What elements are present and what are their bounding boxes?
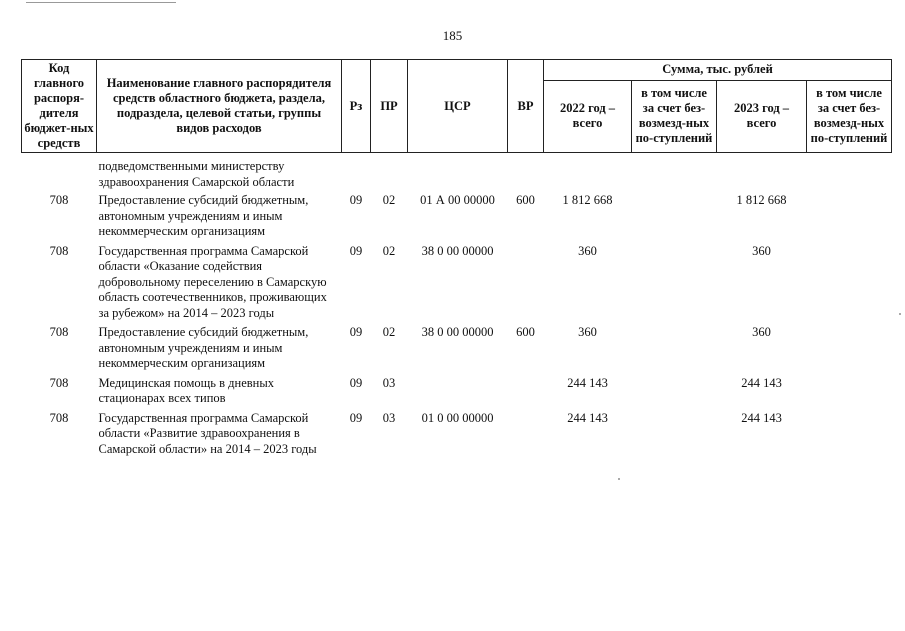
header-vr: ВР bbox=[508, 60, 544, 153]
cell-2023-total bbox=[717, 153, 807, 194]
cell-2023-free bbox=[807, 376, 892, 411]
cell-pr: 02 bbox=[382, 243, 396, 258]
cell-name: Предоставление субсидий бюджетным, автономным учреждениям и иным некоммерческим организациям bbox=[98, 193, 309, 238]
cell-rz bbox=[342, 153, 371, 194]
cell-code: 708 bbox=[49, 410, 69, 425]
cell-vr: 600 bbox=[516, 193, 535, 207]
header-pr: ПР bbox=[371, 60, 408, 153]
header-2022-free: в том числе за счет без-возмезд-ных по-ступлений bbox=[632, 80, 717, 152]
cell-2022-free bbox=[632, 325, 717, 376]
table-row bbox=[22, 411, 892, 462]
cell-2022-total: 244 143 bbox=[567, 375, 608, 390]
cell-name: Государственная программа Самарской области «Оказание содействия добровольному переселению в Самарскую область соотечественников, проживающих за рубежом» на 2014 – 2023 годы bbox=[98, 243, 327, 320]
cell-2023-free bbox=[807, 153, 892, 194]
cell-2022-total: 360 bbox=[578, 243, 597, 258]
table-body bbox=[22, 153, 892, 462]
budget-table bbox=[21, 59, 892, 461]
cell-code: 708 bbox=[49, 375, 69, 390]
cell-2023-total: 360 bbox=[752, 325, 771, 339]
cell-code: 708 bbox=[49, 243, 69, 258]
cell-code: 708 bbox=[49, 193, 69, 207]
table-row bbox=[22, 193, 892, 244]
cell-name: подведомственными министерству здравоохранения Самарской области bbox=[98, 159, 295, 189]
cell-name: Государственная программа Самарской области «Развитие здравоохранения в Самарской области» на 2014 – 2023 годы bbox=[98, 410, 317, 456]
table-row bbox=[22, 376, 892, 411]
cell-rz: 09 bbox=[349, 375, 363, 390]
cell-2023-free bbox=[807, 411, 892, 462]
table-row bbox=[22, 325, 892, 376]
scan-speck bbox=[618, 478, 620, 480]
cell-csr: 01 А 00 00000 bbox=[420, 193, 495, 207]
top-scan-line bbox=[26, 2, 176, 3]
cell-rz: 09 bbox=[349, 410, 363, 425]
header-csr: ЦСР bbox=[408, 60, 508, 153]
page-number: 185 bbox=[442, 28, 463, 43]
cell-vr: 600 bbox=[516, 325, 535, 339]
cell-pr: 03 bbox=[382, 375, 396, 390]
scan-speck bbox=[899, 313, 901, 315]
cell-2022-total: 244 143 bbox=[567, 410, 608, 425]
cell-pr: 02 bbox=[382, 325, 396, 339]
cell-2022-total bbox=[544, 153, 632, 194]
cell-pr bbox=[371, 153, 408, 194]
header-code: Код главного распоря-дителя бюджет-ных средств bbox=[22, 60, 97, 153]
cell-pr: 03 bbox=[382, 410, 396, 425]
cell-2022-free bbox=[632, 244, 717, 326]
cell-rz: 09 bbox=[349, 325, 363, 339]
header-2023-free: в том числе за счет без-возмезд-ных по-ступлений bbox=[807, 80, 892, 152]
cell-csr bbox=[408, 376, 508, 411]
header-name: Наименование главного распорядителя средств областного бюджета, раздела, подраздела, целевой статьи, группы видов расходов bbox=[97, 60, 342, 153]
cell-code: 708 bbox=[49, 325, 69, 339]
cell-2022-total: 1 812 668 bbox=[562, 193, 613, 207]
cell-2023-total: 244 143 bbox=[741, 375, 782, 390]
cell-vr bbox=[508, 244, 544, 326]
cell-csr: 38 0 00 00000 bbox=[421, 243, 494, 258]
cell-vr bbox=[508, 376, 544, 411]
cell-csr: 01 0 00 00000 bbox=[421, 410, 494, 425]
header-rz: Рз bbox=[342, 60, 371, 153]
cell-code bbox=[22, 153, 97, 194]
cell-2022-total: 360 bbox=[578, 325, 597, 339]
table-row-continuation bbox=[22, 153, 892, 194]
cell-2023-free bbox=[807, 193, 892, 244]
cell-2023-free bbox=[807, 325, 892, 376]
cell-vr bbox=[508, 411, 544, 462]
cell-name: Медицинская помощь в дневных стационарах всех типов bbox=[98, 375, 274, 405]
cell-2022-free bbox=[632, 376, 717, 411]
header-2023-total: 2023 год – всего bbox=[717, 80, 807, 152]
table-row bbox=[22, 244, 892, 326]
cell-2022-free bbox=[632, 411, 717, 462]
header-2022-total: 2022 год – всего bbox=[544, 80, 632, 152]
cell-name: Предоставление субсидий бюджетным, автономным учреждениям и иным некоммерческим организациям bbox=[98, 325, 309, 370]
table-header bbox=[22, 60, 892, 153]
cell-2023-total: 244 143 bbox=[741, 410, 782, 425]
cell-rz: 09 bbox=[349, 193, 363, 207]
header-sum-group: Сумма, тыс. рублей bbox=[544, 60, 892, 81]
cell-pr: 02 bbox=[382, 193, 396, 207]
cell-2022-free bbox=[632, 153, 717, 194]
cell-2022-free bbox=[632, 193, 717, 244]
cell-2023-free bbox=[807, 244, 892, 326]
cell-2023-total: 360 bbox=[752, 243, 771, 258]
cell-rz: 09 bbox=[349, 243, 363, 258]
cell-csr bbox=[408, 153, 508, 194]
cell-csr: 38 0 00 00000 bbox=[421, 325, 494, 339]
cell-vr bbox=[508, 153, 544, 194]
cell-2023-total: 1 812 668 bbox=[736, 193, 787, 207]
